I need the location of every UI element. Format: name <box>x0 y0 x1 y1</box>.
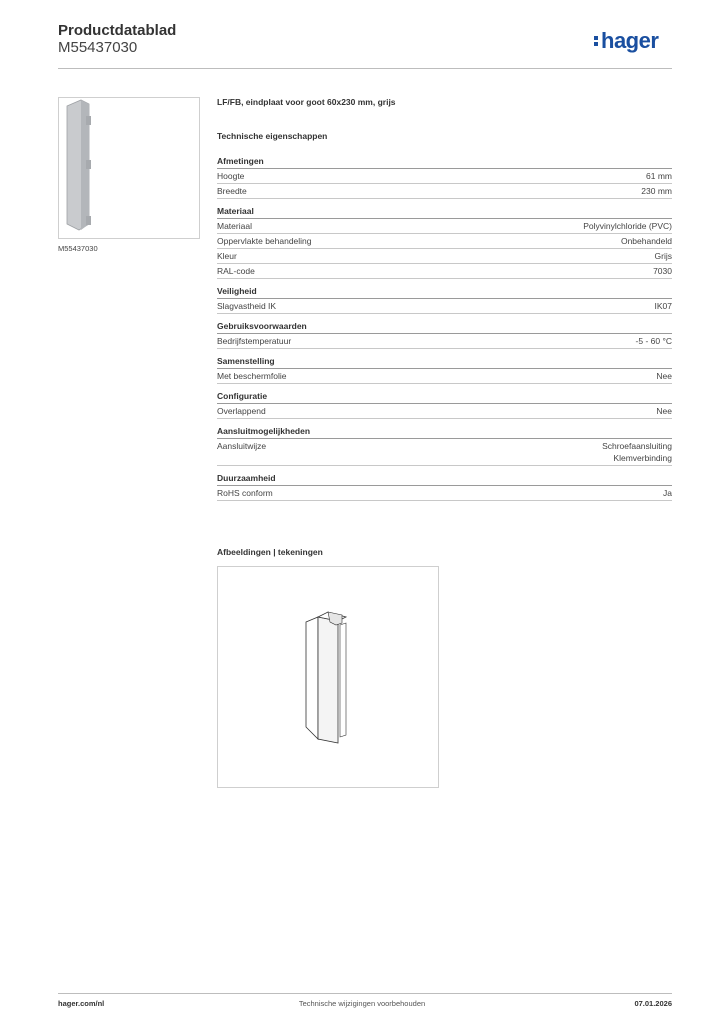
spec-section <box>217 156 672 199</box>
spec-value <box>602 440 672 464</box>
spec-value-line: Onbehandeld <box>620 236 672 246</box>
spec-section-title: Veiligheid <box>217 286 672 299</box>
spec-section-title: Configuratie <box>217 391 672 404</box>
spec-value <box>656 405 672 417</box>
spec-section <box>217 426 672 466</box>
logo-text: hager <box>601 28 659 53</box>
spec-section-title: Samenstelling <box>217 356 672 369</box>
spec-section-title: Aansluitmogelijkheden <box>217 426 672 439</box>
spec-row <box>217 184 672 199</box>
spec-value <box>583 220 672 232</box>
spec-section <box>217 356 672 384</box>
tech-properties-table <box>217 156 672 508</box>
spec-section <box>217 391 672 419</box>
page-title: Productdatablad <box>58 22 177 39</box>
spec-row <box>217 219 672 234</box>
spec-value-line: Polyvinylchloride (PVC) <box>583 221 672 231</box>
spec-value <box>636 335 672 347</box>
spec-value <box>655 250 672 262</box>
logo-dots-icon <box>594 34 599 48</box>
spec-value-line: 230 mm <box>641 186 672 196</box>
product-description: LF/FB, eindplaat voor goot 60x230 mm, grijs <box>217 97 396 107</box>
product-code: M55437030 <box>58 39 138 56</box>
spec-label: RAL-code <box>217 266 255 276</box>
spec-label: Met beschermfolie <box>217 371 287 381</box>
spec-value <box>641 185 672 197</box>
spec-value-line: IK07 <box>654 301 672 311</box>
spec-label: Hoogte <box>217 171 245 181</box>
spec-section-title: Materiaal <box>217 206 672 219</box>
images-heading: Afbeeldingen | tekeningen <box>217 547 323 557</box>
spec-label: Bedrijfstemperatuur <box>217 336 292 346</box>
spec-value-line: Nee <box>656 371 672 381</box>
spec-value-line: 7030 <box>653 266 672 276</box>
spec-label: Breedte <box>217 186 247 196</box>
spec-label: Oppervlakte behandeling <box>217 236 312 246</box>
thumbnail-caption: M55437030 <box>58 244 98 253</box>
spec-value <box>663 487 672 499</box>
spec-section <box>217 473 672 501</box>
spec-section <box>217 321 672 349</box>
footer-date: 07.01.2026 <box>634 999 672 1008</box>
spec-row <box>217 334 672 349</box>
spec-row <box>217 369 672 384</box>
spec-section-title: Duurzaamheid <box>217 473 672 486</box>
spec-label: Overlappend <box>217 406 266 416</box>
spec-section-title: Afmetingen <box>217 156 672 169</box>
spec-label: Kleur <box>217 251 237 261</box>
spec-row <box>217 264 672 279</box>
spec-value-line: -5 - 60 °C <box>635 336 672 346</box>
spec-label: Materiaal <box>217 221 252 231</box>
spec-value-line: Nee <box>656 406 672 416</box>
spec-row <box>217 404 672 419</box>
spec-value-line: Grijs <box>654 251 672 261</box>
spec-value-line: Klemverbinding <box>613 453 672 463</box>
spec-label: Slagvastheid IK <box>217 301 277 311</box>
spec-value <box>655 300 673 312</box>
spec-label: RoHS conform <box>217 488 273 498</box>
end-plate-drawing-icon <box>218 567 438 787</box>
footer-disclaimer: Technische wijzigingen voorbehouden <box>298 999 426 1008</box>
footer-website[interactable]: hager.com/nl <box>58 999 105 1008</box>
spec-section <box>217 286 672 314</box>
spec-row <box>217 486 672 501</box>
spec-value-line: Schroefaansluiting <box>602 441 672 451</box>
spec-label: Aansluitwijze <box>217 441 267 451</box>
spec-row <box>217 439 672 466</box>
end-plate-photo-icon <box>59 98 199 238</box>
tech-properties-heading: Technische eigenschappen <box>217 131 328 141</box>
spec-value-line: 61 mm <box>646 171 672 181</box>
spec-value <box>621 235 672 247</box>
spec-section <box>217 206 672 279</box>
spec-value <box>653 265 672 277</box>
spec-value <box>656 370 672 382</box>
header-divider <box>58 68 672 69</box>
spec-row <box>217 169 672 184</box>
spec-row <box>217 234 672 249</box>
spec-value-line: Ja <box>663 488 672 498</box>
technical-drawing <box>217 566 439 788</box>
hager-logo <box>594 28 658 54</box>
product-thumbnail <box>58 97 200 239</box>
footer-divider <box>58 993 672 994</box>
spec-row <box>217 249 672 264</box>
spec-section-title: Gebruiksvoorwaarden <box>217 321 672 334</box>
spec-value <box>646 170 672 182</box>
spec-row <box>217 299 672 314</box>
